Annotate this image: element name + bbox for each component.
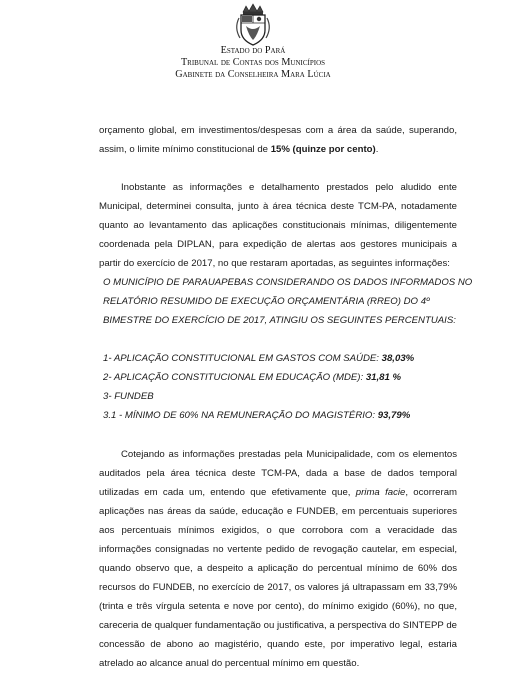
header-office: Gabinete da Conselheira Mara Lúcia xyxy=(175,69,331,80)
list-item-value: 38,03% xyxy=(381,353,415,364)
coat-of-arms-icon xyxy=(230,2,276,48)
list-item: 2- APLICAÇÃO CONSTITUCIONAL EM EDUCAÇÃO (MDE): 31,81 % xyxy=(103,372,402,383)
quote-line-3: BIMESTRE DO EXERCÍCIO DE 2017, ATINGIU OS SEGUINTES PERCENTUAIS: xyxy=(103,315,456,326)
quote-block xyxy=(103,273,473,330)
list-item: 3.1 - MÍNIMO DE 60% NA REMUNERAÇÃO DO MAGISTÉRIO: 93,79% xyxy=(103,410,411,421)
paragraph-2-text: Inobstante as informações e detalhamento prestados pelo aludido ente Municipal, determinei consulta, junto à área técnica deste TCM-PA, notadamente quanto ao levantamento das aplicações constitucionais mínimas, diligentemente coordenada pela DIPLAN, para expedição de alertas aos gestores municipais a partir do exercício de 2017, no que restaram aportadas, as seguintes informações: xyxy=(99,182,457,269)
header-state: Estado do Pará xyxy=(220,45,286,56)
paragraph-1 xyxy=(99,121,457,159)
list-item: 3- FUNDEB xyxy=(103,391,154,402)
list-item: 1- APLICAÇÃO CONSTITUCIONAL EM GASTOS COM SAÚDE: 38,03% xyxy=(103,353,415,364)
letterhead xyxy=(0,45,506,81)
paragraph-1-bold: 15% (quinze por cento) xyxy=(270,144,376,155)
list-item-value: 93,79% xyxy=(377,410,411,421)
paragraph-3-italic: prima facie xyxy=(355,487,406,498)
paragraph-1-text: orçamento global, em investimentos/despesas com a área da saúde, superando, assim, o limite mínimo constitucional de xyxy=(99,125,457,155)
quote-line-2: RELATÓRIO RESUMIDO DE EXECUÇÃO ORÇAMENTÁRIA (RREO) DO 4º xyxy=(103,296,430,307)
paragraph-3-part-2: , ocorreram aplicações nas áreas da saúde, educação e FUNDEB, em percentuais superiores aos percentuais mínimos exigidos, o que corrobora com a veracidade das informações consignadas no vertente pedido de revogação cautelar, em especial, quando observo que, a despeito a aplicação do percentual mínimo de 60% dos recursos do FUNDEB, no exercício de 2017, os valores já ultrapassam em 33,79% (trinta e três vírgula setenta e nove por cento), do mínimo exigido (60%), no que, careceria de qualquer fundamentação ou justificativa, a perspectiva do SINTEPP de concessão de abono ao magistério, quando este, por imperativo legal, estaria atrelado ao alcance anual do percentual mínimo em questão. xyxy=(99,487,458,669)
paragraph-2 xyxy=(99,178,457,273)
paragraph-3 xyxy=(99,445,457,673)
quote-line-1: O MUNICÍPIO DE PARAUAPEBAS CONSIDERANDO OS DADOS INFORMADOS NO xyxy=(103,277,473,288)
percentages-list xyxy=(103,349,455,425)
paragraph-3-part-1: Cotejando as informações prestadas pela Municipalidade, com os elementos auditados pela área técnica deste TCM-PA, dada a base de dados temporal utilizadas em cada um, entendo que efetivamente que, xyxy=(99,449,457,498)
list-item-value: 31,81 % xyxy=(365,372,402,383)
paragraph-1-end: . xyxy=(375,144,379,155)
header-tribunal: Tribunal de Contas dos Municípios xyxy=(180,57,326,68)
